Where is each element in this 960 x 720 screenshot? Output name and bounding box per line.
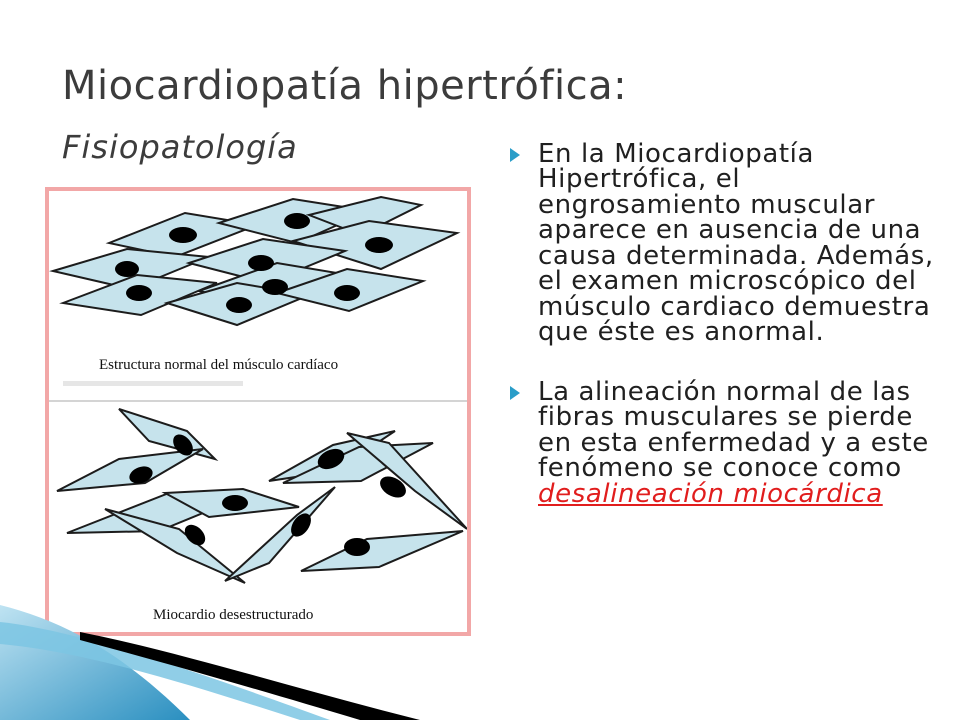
caption-underline	[63, 381, 243, 386]
nucleus	[365, 237, 393, 253]
disarray-cell	[57, 449, 203, 491]
bullet-text: La alineación normal de las fibras musculares se pierde en esta enfermedad y a este fenómeno se conoce como	[538, 376, 929, 484]
decorative-swoosh	[0, 560, 420, 720]
slide-title: Miocardiopatía hipertrófica:	[62, 63, 628, 109]
caption-disarray: Miocardio desestructurado	[153, 607, 314, 623]
nucleus	[344, 538, 370, 556]
bullet-text: En la Miocardiopatía Hipertrófica, el engrosamiento muscular aparece en ausencia de una causa determinada. Además, el examen microscópico del músculo cardiaco demuestra que éste es anormal.	[538, 139, 934, 348]
nucleus	[169, 227, 197, 243]
nucleus	[248, 255, 274, 271]
nucleus	[284, 213, 310, 229]
desalineacion-link[interactable]: desalineación miocárdica	[538, 478, 883, 509]
caption-normal: Estructura normal del músculo cardíaco	[99, 357, 339, 373]
bullet-list	[508, 139, 938, 541]
nucleus	[226, 297, 252, 313]
nucleus	[334, 285, 360, 301]
arrow-bullet-icon	[510, 146, 520, 164]
nucleus	[126, 285, 152, 301]
arrow-bullet-icon	[510, 384, 520, 402]
slide-subtitle: Fisiopatología	[62, 128, 298, 166]
bullet-item	[508, 376, 938, 509]
nucleus	[115, 261, 139, 277]
disarray-cells	[57, 409, 467, 583]
nucleus	[262, 279, 288, 295]
nucleus	[222, 495, 248, 511]
bullet-item	[508, 139, 938, 348]
